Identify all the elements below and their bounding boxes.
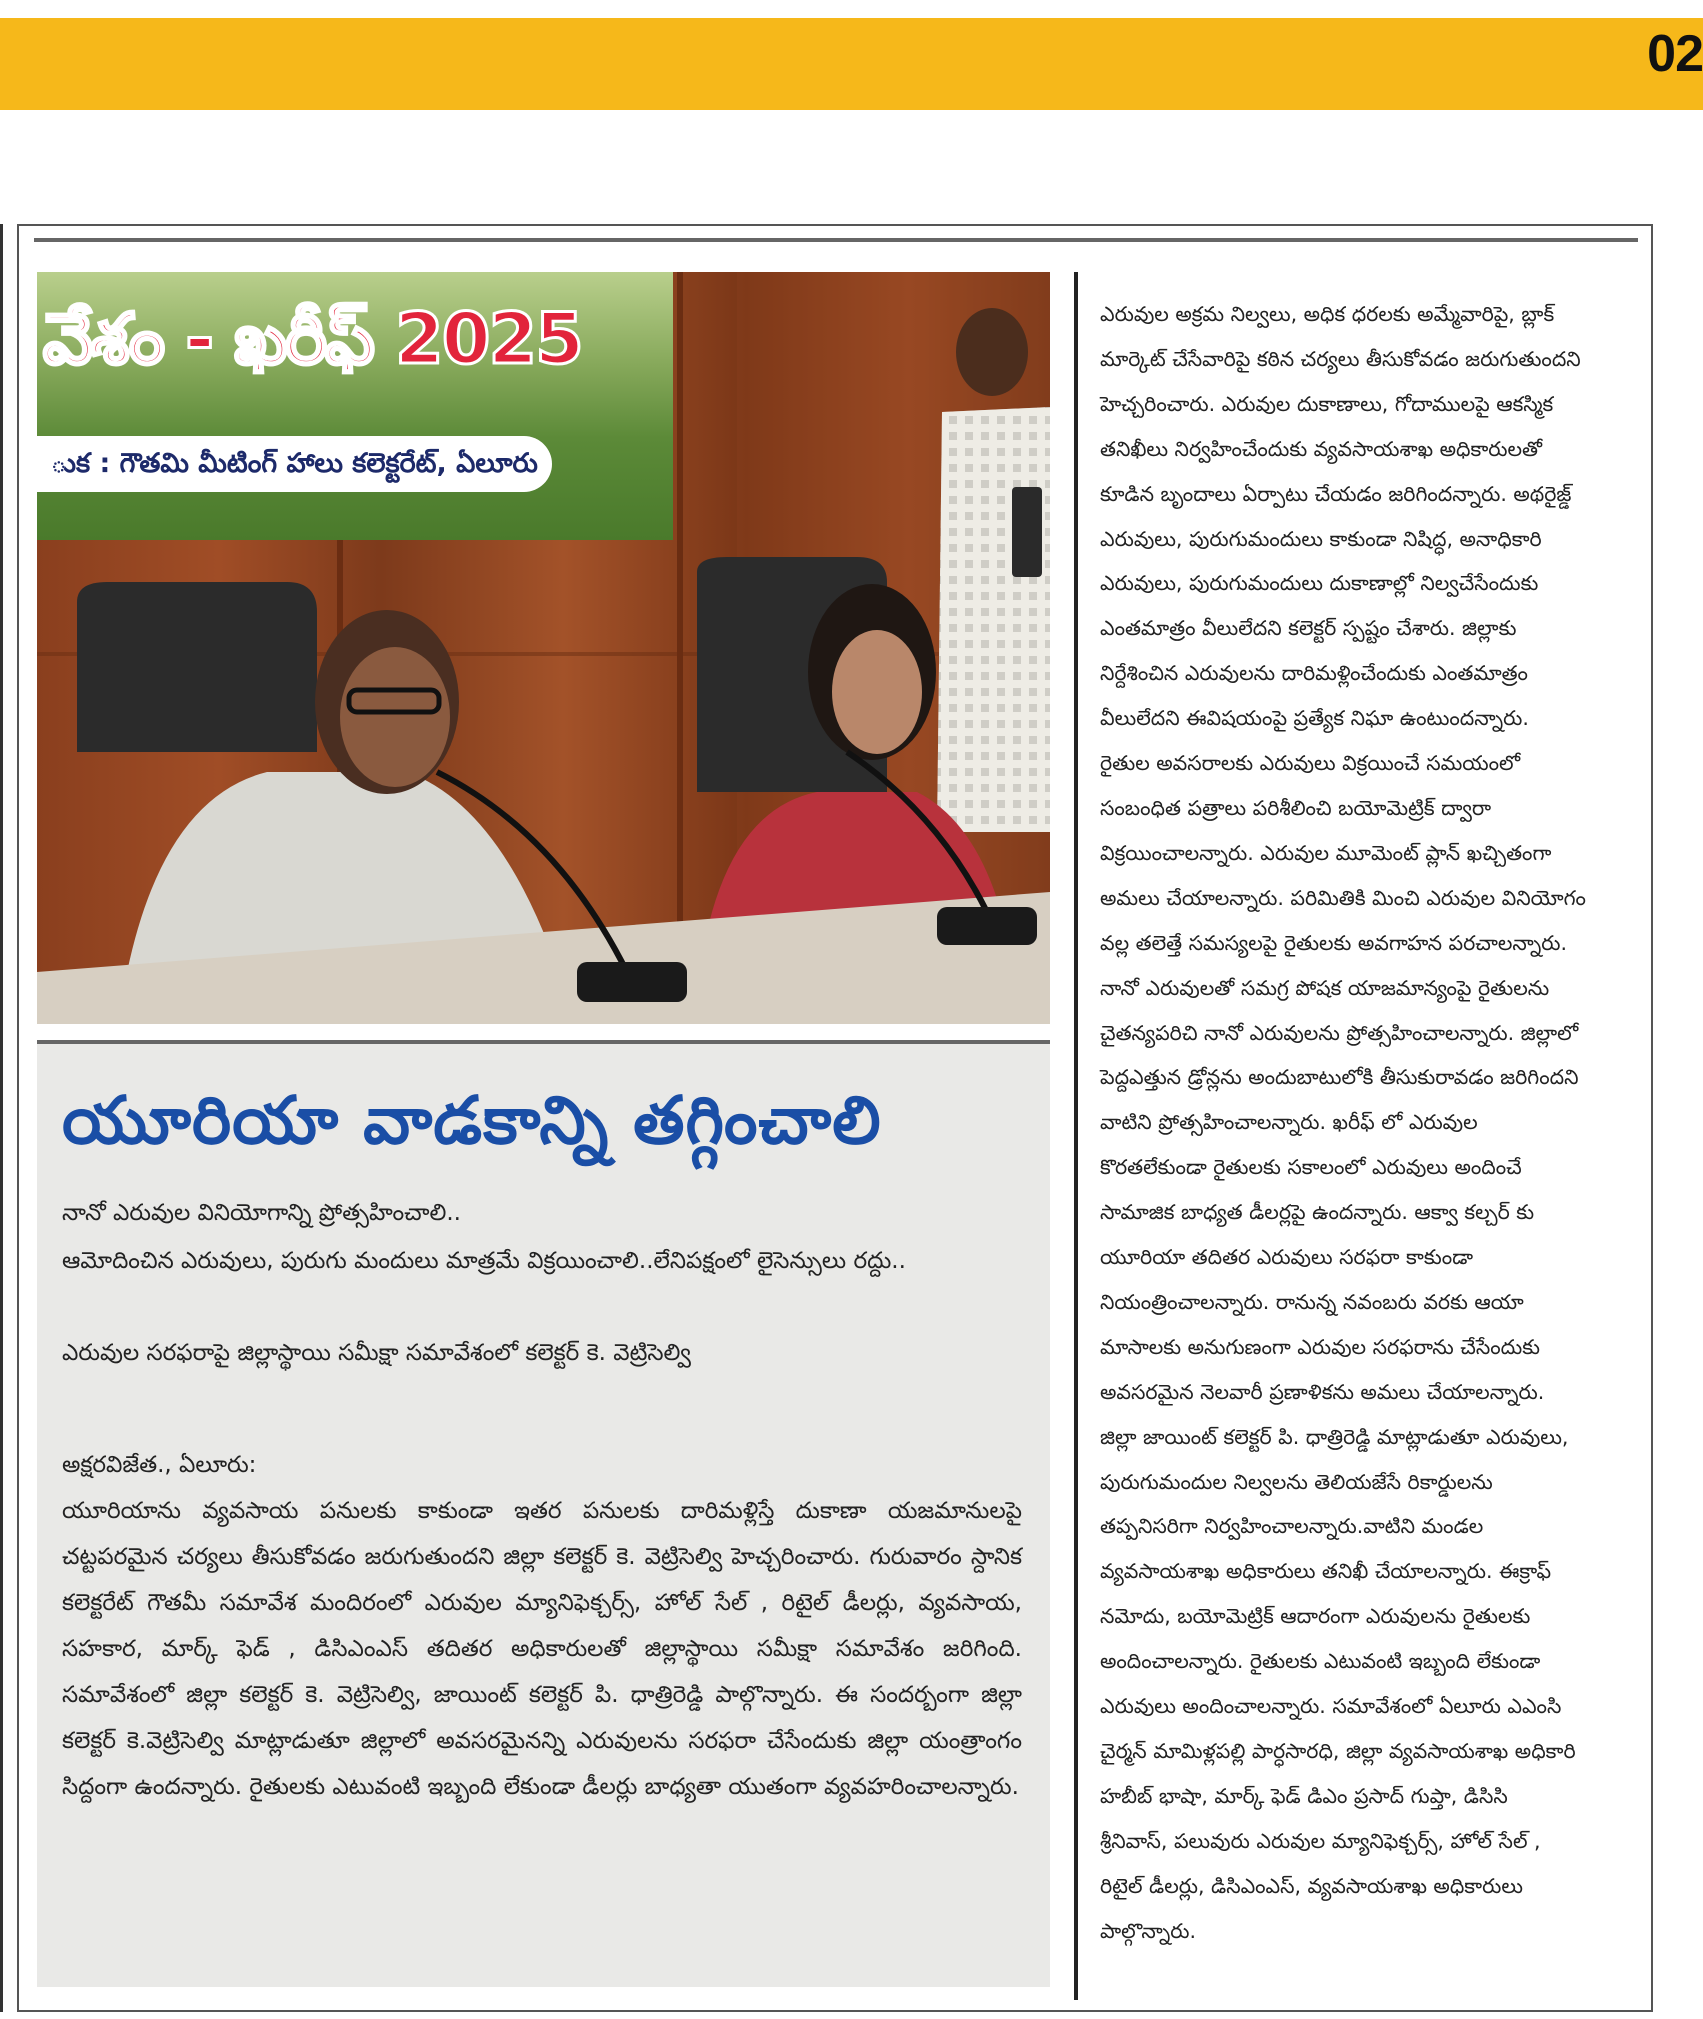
- body-line: హబీబ్ భాషా, మార్క్ ఫెడ్ డిఎం ప్రసాద్ గుప్తా, డిసిసి: [1100, 1783, 1508, 1808]
- body-line: పాల్గొన్నారు.: [1100, 1918, 1196, 1943]
- body-line: వల్ల తలెత్తే సమస్యలపై రైతులకు అవగాహన పరచాలన్నారు.: [1100, 930, 1567, 955]
- body-line: అవసరమైన నెలవారీ ప్రణాళికను అమలు చేయాలన్నారు.: [1100, 1379, 1545, 1404]
- left-column-edge: [0, 224, 3, 2012]
- headline: యూరియా వాడకాన్ని తగ్గించాలి: [62, 1082, 882, 1159]
- body-line: జిల్లా జాయింట్ కలెక్టర్ పి. ధాత్రిరెడ్డి మాట్లాడుతూ ఎరువులు,: [1100, 1424, 1569, 1449]
- body-line: చైతన్యపరిచి నానో ఎరువులను ప్రోత్సహించాలన్నారు. జిల్లాలో: [1100, 1020, 1579, 1045]
- body-line: సామాజిక బాధ్యత డీలర్లపై ఉందన్నారు. ఆక్వా కల్చర్ కు: [1100, 1200, 1535, 1225]
- body-line: పెద్దఎత్తున డ్రోన్లను అందుబాటులోకి తీసుకురావడం జరిగిందని: [1100, 1065, 1579, 1090]
- body-line: రైతుల అవసరాలకు ఎరువులు విక్రయించే సమయంలో: [1100, 751, 1521, 776]
- subhead-1: నానో ఎరువుల వినియోగాన్ని ప్రోత్సహించాలి..: [62, 1200, 461, 1226]
- body-line: సంబంధిత పత్రాలు పరిశీలించి బయోమెట్రిక్ ద్వారా: [1100, 795, 1492, 820]
- body-line: కొరతలేకుండా రైతులకు సకాలంలో ఎరువులు అందించే: [1100, 1155, 1522, 1180]
- event-banner: [37, 272, 673, 540]
- body-line: ఎరువుల అక్రమ నిల్వలు, అధిక ధరలకు అమ్మేవారిపై, బ్లాక్: [1100, 302, 1555, 326]
- body-line: నియంత్రించాలన్నారు. రానున్న నవంబరు వరకు ఆయా: [1100, 1289, 1524, 1314]
- body-line: హెచ్చరించారు. ఎరువుల దుకాణాలు, గోదాములపై ఆకస్మిక: [1100, 391, 1554, 416]
- body-line: వ్యవసాయశాఖ అధికారులు తనిఖీ చేయాలన్నారు. ఈక్రాఫ్: [1100, 1559, 1552, 1584]
- body-line: పురుగుమందుల నిల్వలను తెలియజేసే రికార్డులను: [1100, 1469, 1493, 1494]
- body-line: ఎరువులు, పురుగుమందులు దుకాణాల్లో నిల్వచేసేందుకు: [1100, 571, 1539, 596]
- body-line: మార్కెట్ చేసేవారిపై కఠిన చర్యలు తీసుకోవడం జరుగుతుందని: [1100, 346, 1581, 371]
- body-line: అందించాలన్నారు. రైతులకు ఎటువంటి ఇబ్బంది లేకుండా: [1100, 1649, 1541, 1674]
- page-number: 02: [1647, 25, 1703, 83]
- article-body-left: [62, 1442, 1022, 1810]
- top-rule: [34, 238, 1638, 242]
- body-line: కూడిన బృందాలు ఏర్పాటు చేయడం జరిగిందన్నారు. అథరైజ్డ్: [1100, 481, 1572, 506]
- body-line: అమలు చేయాలన్నారు. పరిమితికి మించి ఎరువుల వినియోగం: [1100, 885, 1586, 910]
- body-line: నిర్దేశించిన ఎరువులను దారిమళ్లించేందుకు ఎంతమాత్రం: [1100, 661, 1528, 686]
- body-line: చైర్మన్ మామిళ్లపల్లి పార్ధసారధి, జిల్లా వ్యవసాయశాఖ అధికారి: [1100, 1739, 1576, 1763]
- news-photo: [37, 272, 1050, 1024]
- body-paragraph: యూరియాను వ్యవసాయ పనులకు కాకుండా ఇతర పనులకు దారిమళ్లిస్తే దుకాణా యజమానులపై చట్టపరమైన చర్యలు తీసుకోవడం జరుగుతుందని జిల్లా కలెక్టర్ కె. వెట్రిసెల్వి హెచ్చరించారు. గురువారం స్దానిక కలెక్టరేట్ గౌతమీ సమావేశ మందిరంలో ఎరువుల మ్యానిఫెక్చర్స్, హోల్ సేల్ , రిటైల్ డీలర్లు, వ్యవసాయ, సహకార, మార్క్ ఫెడ్ , డిసిఎంఎస్ తదితర అధికారులతో జిల్లాస్థాయి సమీక్షా సమావేశం జరిగింది. సమావేశంలో జిల్లా కలెక్టర్ కె. వెట్రిసెల్వి, జాయింట్ కలెక్టర్ పి. ధాత్రిరెడ్డి పాల్గొన్నారు. ఈ సందర్బంగా జిల్లా కలెక్టర్ కె.వెట్రిసెల్వి మాట్లాడుతూ జిల్లాలో అవసరమైనన్ని ఎరువులను సరఫరా చేసేందుకు జిల్లా యంత్రాంగం సిద్దంగా ఉందన్నారు. రైతులకు ఎటువంటి ఇబ్బంది లేకుండా డీలర్లు బాధ్యతా యుతంగా వ్యవహరించాలన్నారు.: [62, 1498, 1022, 1800]
- body-line: ఎరువులు అందించాలన్నారు. సమావేశంలో ఏలూరు ఎఎంసి: [1100, 1694, 1562, 1719]
- body-line: ఎంతమాత్రం వీలులేదని కలెక్టర్ స్పష్టం చేశారు. జిల్లాకు: [1100, 616, 1517, 641]
- body-line: ఎరువులు, పురుగుమందులు కాకుండా నిషిద్ధ, అనాధికారి: [1100, 526, 1542, 551]
- column-rule: [1074, 272, 1078, 2000]
- body-line: తప్పనిసరిగా నిర్వహించాలన్నారు.వాటిని మండల: [1100, 1514, 1484, 1539]
- banner-title: వేశం - ఖరీఫ్ 2025: [43, 298, 582, 380]
- body-line: నమోదు, బయోమెట్రిక్ ఆదారంగా ఎరువులను రైతులకు: [1100, 1604, 1531, 1629]
- body-line: శ్రీనివాస్, పలువురు ఎరువుల మ్యానిఫెక్చర్స్, హోల్ సేల్ ,: [1100, 1828, 1541, 1853]
- body-line: తనిఖీలు నిర్వహించేందుకు వ్యవసాయశాఖ అధికారులతో: [1100, 436, 1543, 461]
- body-line: విక్రయించాలన్నారు. ఎరువుల మూమెంట్ ప్లాన్ ఖచ్చితంగా: [1100, 840, 1552, 865]
- body-line: వీలులేదని ఈవిషయంపై ప్రత్యేక నిఘా ఉంటుందన్నారు.: [1100, 706, 1529, 731]
- body-line: నానో ఎరువులతో సమగ్ర పోషక యాజమాన్యంపై రైతులను: [1100, 975, 1550, 1000]
- body-line: యూరియా తదితర ఎరువులు సరఫరా కాకుండా: [1100, 1245, 1474, 1270]
- dateline: అక్షరవిజేత., ఏలూరు:: [62, 1452, 257, 1478]
- body-line: రిటైల్ డీలర్లు, డిసిఎంఎస్, వ్యవసాయశాఖ అధికారులు: [1100, 1873, 1523, 1898]
- body-line: మాసాలకు అనుగుణంగా ఎరువుల సరఫరాను చేసేందుకు: [1100, 1334, 1541, 1359]
- article-body-right: [1100, 292, 1630, 1954]
- header-band: [0, 18, 1703, 110]
- banner-venue: ుక : గౌతమి మీటింగ్ హాలు కలెక్టరేట్, ఏలూరు: [37, 436, 552, 492]
- subhead-3: ఎరువుల సరఫరాపై జిల్లాస్థాయి సమీక్షా సమావేశంలో కలెక్టర్ కె. వెట్రిసెల్వి: [62, 1340, 691, 1366]
- body-line: వాటిని ప్రోత్సహించాలన్నారు. ఖరీఫ్ లో ఎరువుల: [1100, 1110, 1478, 1135]
- subhead-2: ఆమోదించిన ఎరువులు, పురుగు మందులు మాత్రమే విక్రయించాలి..లేనిపక్షంలో లైసెన్సులు రద్దు..: [62, 1248, 906, 1274]
